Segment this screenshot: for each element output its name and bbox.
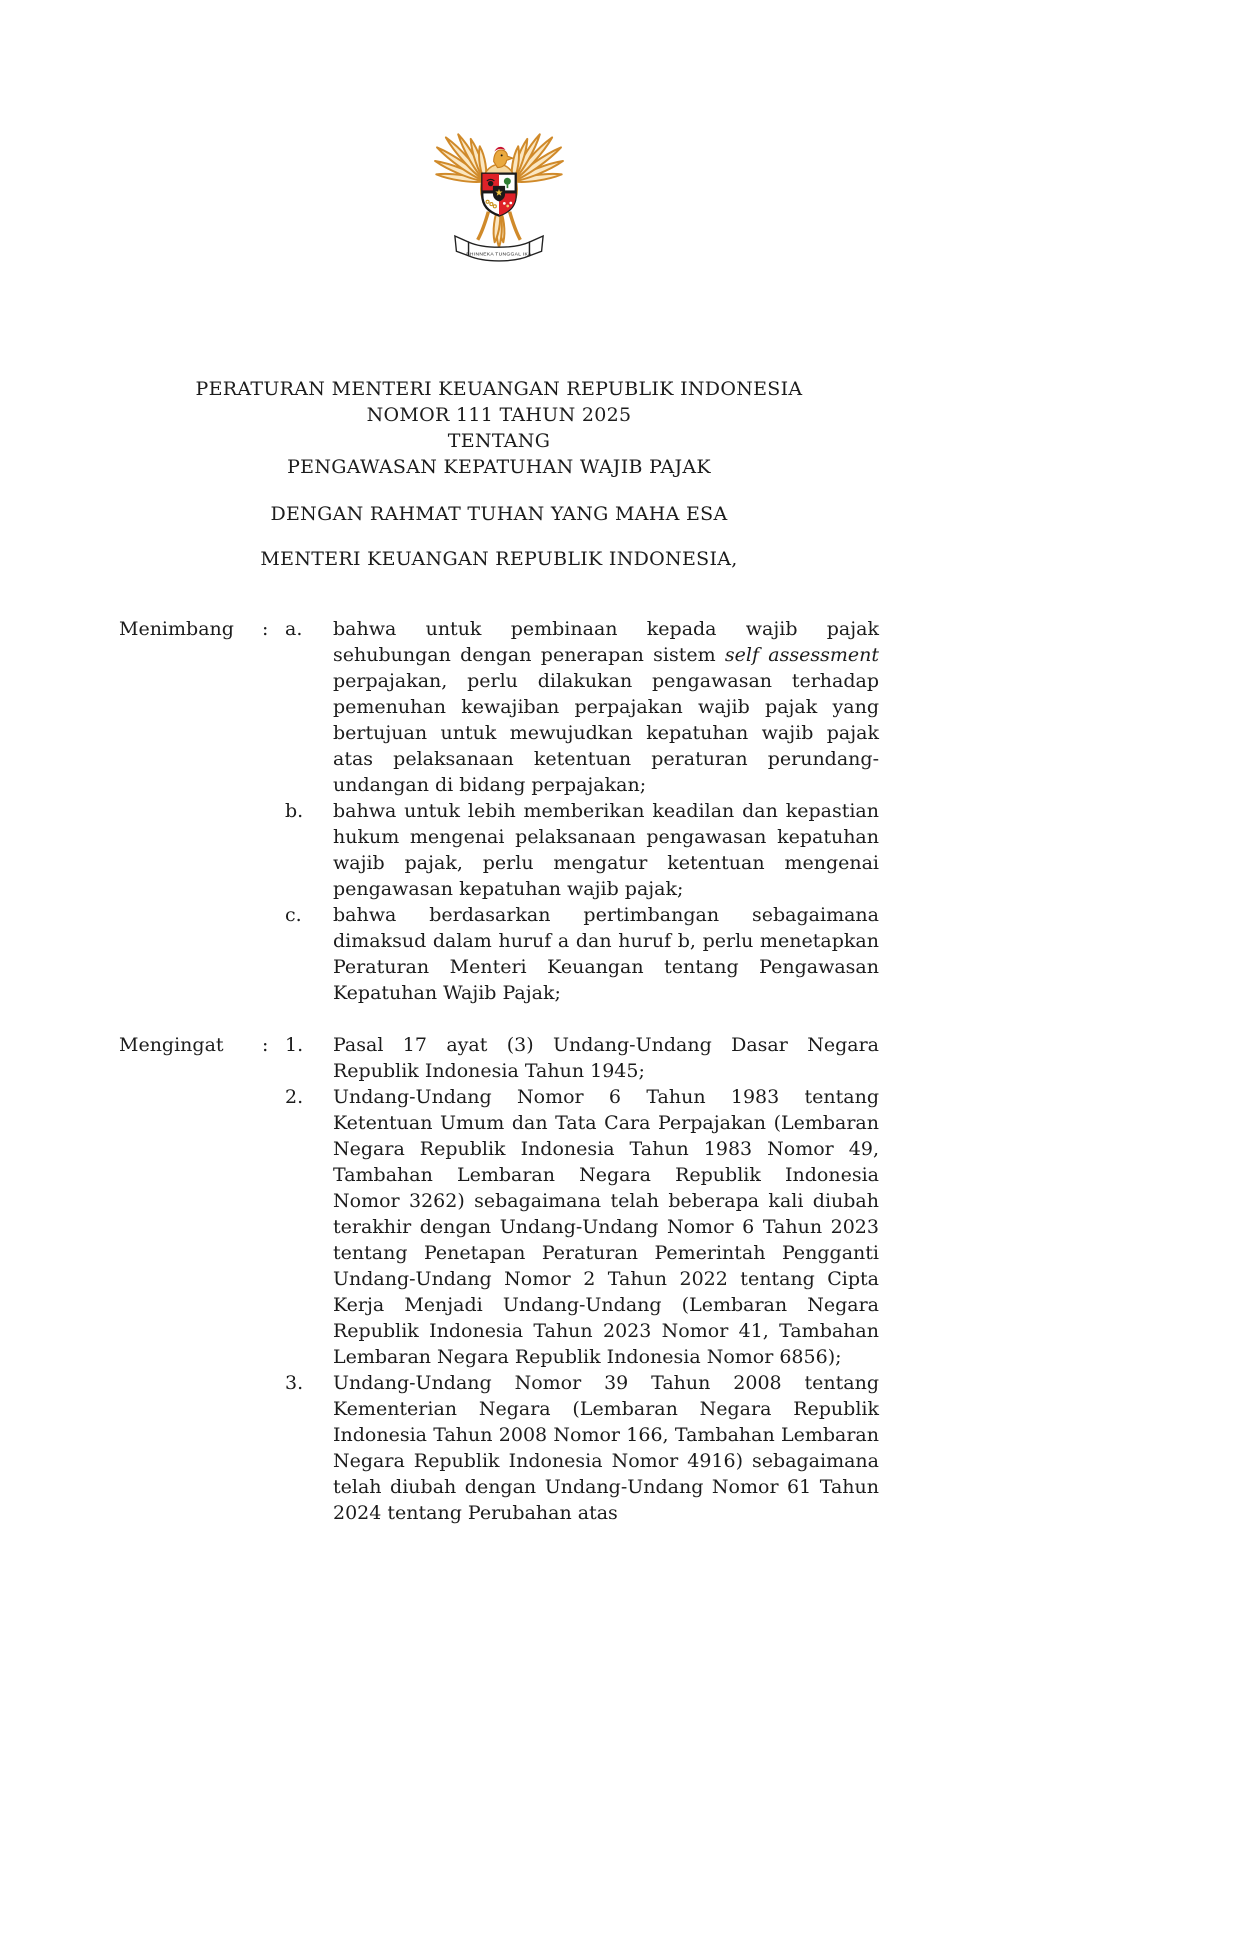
motto-text: BHINNEKA TUNGGAL IKA — [466, 252, 532, 258]
section-colon: : — [262, 1034, 269, 1056]
text-run: perpajakan, perlu dilakukan pengawasan terhadap pemenuhan kewajiban perpajakan wajib pajak yang bertujuan untuk mewujudkan kepatuhan wajib pajak atas pelaksanaan ketentuan peraturan perundang-undangan di bidang perpajakan; — [333, 670, 879, 796]
garuda-pancasila-emblem — [426, 128, 572, 268]
item-marker-2: 2. — [285, 1086, 304, 1108]
title-line-1: PERATURAN MENTERI KEUANGAN REPUBLIK INDONESIA — [195, 378, 803, 400]
menimbang-section — [119, 616, 879, 1006]
section-label-menimbang: Menimbang — [119, 618, 234, 640]
document-content — [119, 0, 879, 1526]
invocation-line: DENGAN RAHMAT TUHAN YANG MAHA ESA — [270, 503, 728, 525]
mengingat-item-3: Undang-Undang Nomor 39 Tahun 2008 tentang Kementerian Negara (Lembaran Negara Republik Indonesia Tahun 2008 Nomor 166, Tambahan Lembaran Negara Republik Indonesia Nomor 4916) sebagaimana telah diubah dengan Undang-Undang Nomor 61 Tahun 2024 tentang Perubahan atas — [333, 1372, 879, 1524]
bull-emblem — [488, 181, 493, 186]
mengingat-section — [119, 1032, 879, 1526]
mengingat-item-1: Pasal 17 ayat (3) Undang-Undang Dasar Negara Republik Indonesia Tahun 1945; — [333, 1034, 879, 1082]
emblem-row — [119, 0, 879, 268]
pancasila-shield — [481, 174, 518, 216]
section-colon: : — [262, 618, 269, 640]
title-line-4: PENGAWASAN KEPATUHAN WAJIB PAJAK — [287, 456, 711, 478]
item-marker-1: 1. — [285, 1034, 304, 1056]
mengingat-item-2: Undang-Undang Nomor 6 Tahun 1983 tentang Ketentuan Umum dan Tata Cara Perpajakan (Lembaran Negara Republik Indonesia Tahun 1983 Nomor 49, Tambahan Lembaran Negara Republik Indonesia Nomor 3262) sebagaimana telah beberapa kali diubah terakhir dengan Undang-Undang Nomor 6 Tahun 2023 tentang Penetapan Peraturan Pemerintah Pengganti Undang-Undang Nomor 2 Tahun 2022 tentang Cipta Kerja Menjadi Undang-Undang (Lembaran Negara Republik Indonesia Tahun 2023 Nomor 41, Tambahan Lembaran Negara Republik Indonesia Nomor 6856); — [333, 1086, 879, 1368]
document-title — [119, 376, 879, 480]
right-wing — [510, 133, 564, 184]
item-marker-3: 3. — [285, 1372, 304, 1394]
preamble-sections — [119, 616, 879, 1526]
italic-text-run: self assessment — [724, 644, 879, 666]
item-marker-b: b. — [285, 800, 304, 822]
text-run: bahwa untuk pembinaan kepada wajib pajak sehubungan dengan penerapan sistem — [333, 618, 879, 666]
item-marker-a: a. — [285, 618, 303, 640]
menimbang-item-b: bahwa untuk lebih memberikan keadilan dan kepastian hukum mengenai pelaksanaan pengawasan kepatuhan wajib pajak, perlu mengatur ketentuan mengenai pengawasan kepatuhan wajib pajak; — [333, 800, 879, 900]
item-marker-c: c. — [285, 904, 302, 926]
menimbang-item-a — [333, 616, 879, 798]
title-line-2: NOMOR 111 TAHUN 2025 — [366, 404, 632, 426]
garuda-head — [494, 147, 513, 168]
menimbang-item-c: bahwa berdasarkan pertimbangan sebagaimana dimaksud dalam huruf a dan huruf b, perlu menetapkan Peraturan Menteri Keuangan tentang Pengawasan Kepatuhan Wajib Pajak; — [333, 904, 879, 1004]
section-label-mengingat: Mengingat — [119, 1034, 224, 1056]
left-wing — [434, 133, 488, 184]
authority-line: MENTERI KEUANGAN REPUBLIK INDONESIA, — [260, 548, 738, 570]
title-line-3: TENTANG — [447, 430, 551, 452]
